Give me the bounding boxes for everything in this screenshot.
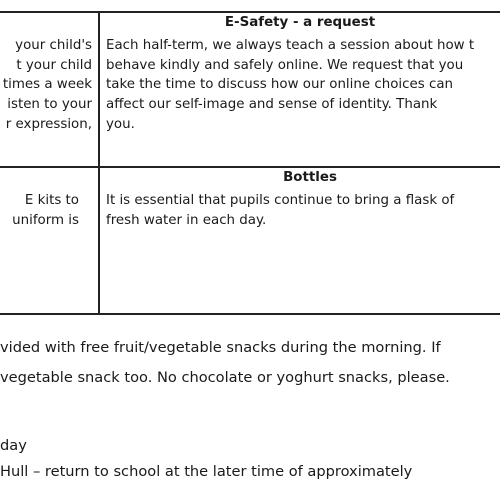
e-safety-line: take the time to discuss how our online choices can — [106, 77, 454, 93]
bottles-line: fresh water in each day. — [106, 212, 267, 228]
e-safety-line: you. — [106, 116, 135, 132]
row1-left-line: t your child — [16, 57, 92, 73]
snacks-line-1: vided with free fruit/vegetable snacks during the morning. If — [0, 339, 441, 356]
e-safety-body — [106, 36, 474, 135]
bottles-body — [106, 191, 454, 230]
bottom-line-2: Hull – return to school at the later time of approximately — [0, 463, 413, 480]
bottom-line-1: day — [0, 437, 27, 454]
row1-left-line: isten to your — [7, 97, 92, 113]
row2-left-line: E kits to — [24, 193, 79, 208]
table-top-border — [0, 11, 500, 13]
bottles-line: It is essential that pupils continue to bring a flask of — [106, 193, 455, 208]
row1-left-line: times a week — [2, 77, 92, 93]
bottles-heading: Bottles — [283, 170, 337, 185]
row1-left-line: your child's — [15, 38, 92, 53]
row2-left-line: uniform is — [12, 212, 79, 228]
table-row-divider — [0, 166, 500, 168]
e-safety-line: affect our self-image and sense of identity. Thank — [106, 97, 438, 113]
row1-left-line: r expression, — [5, 116, 92, 132]
e-safety-heading: E-Safety - a request — [224, 15, 376, 30]
table-bottom-border — [0, 313, 500, 315]
table-column-divider — [98, 11, 100, 315]
snacks-line-2: vegetable snack too. No chocolate or yoghurt snacks, please. — [0, 369, 450, 386]
e-safety-line: behave kindly and safely online. We request that you — [106, 57, 464, 73]
row2-left-cell — [12, 191, 79, 230]
e-safety-line: Each half-term, we always teach a session about how t — [106, 38, 475, 53]
row1-left-cell — [3, 36, 92, 135]
